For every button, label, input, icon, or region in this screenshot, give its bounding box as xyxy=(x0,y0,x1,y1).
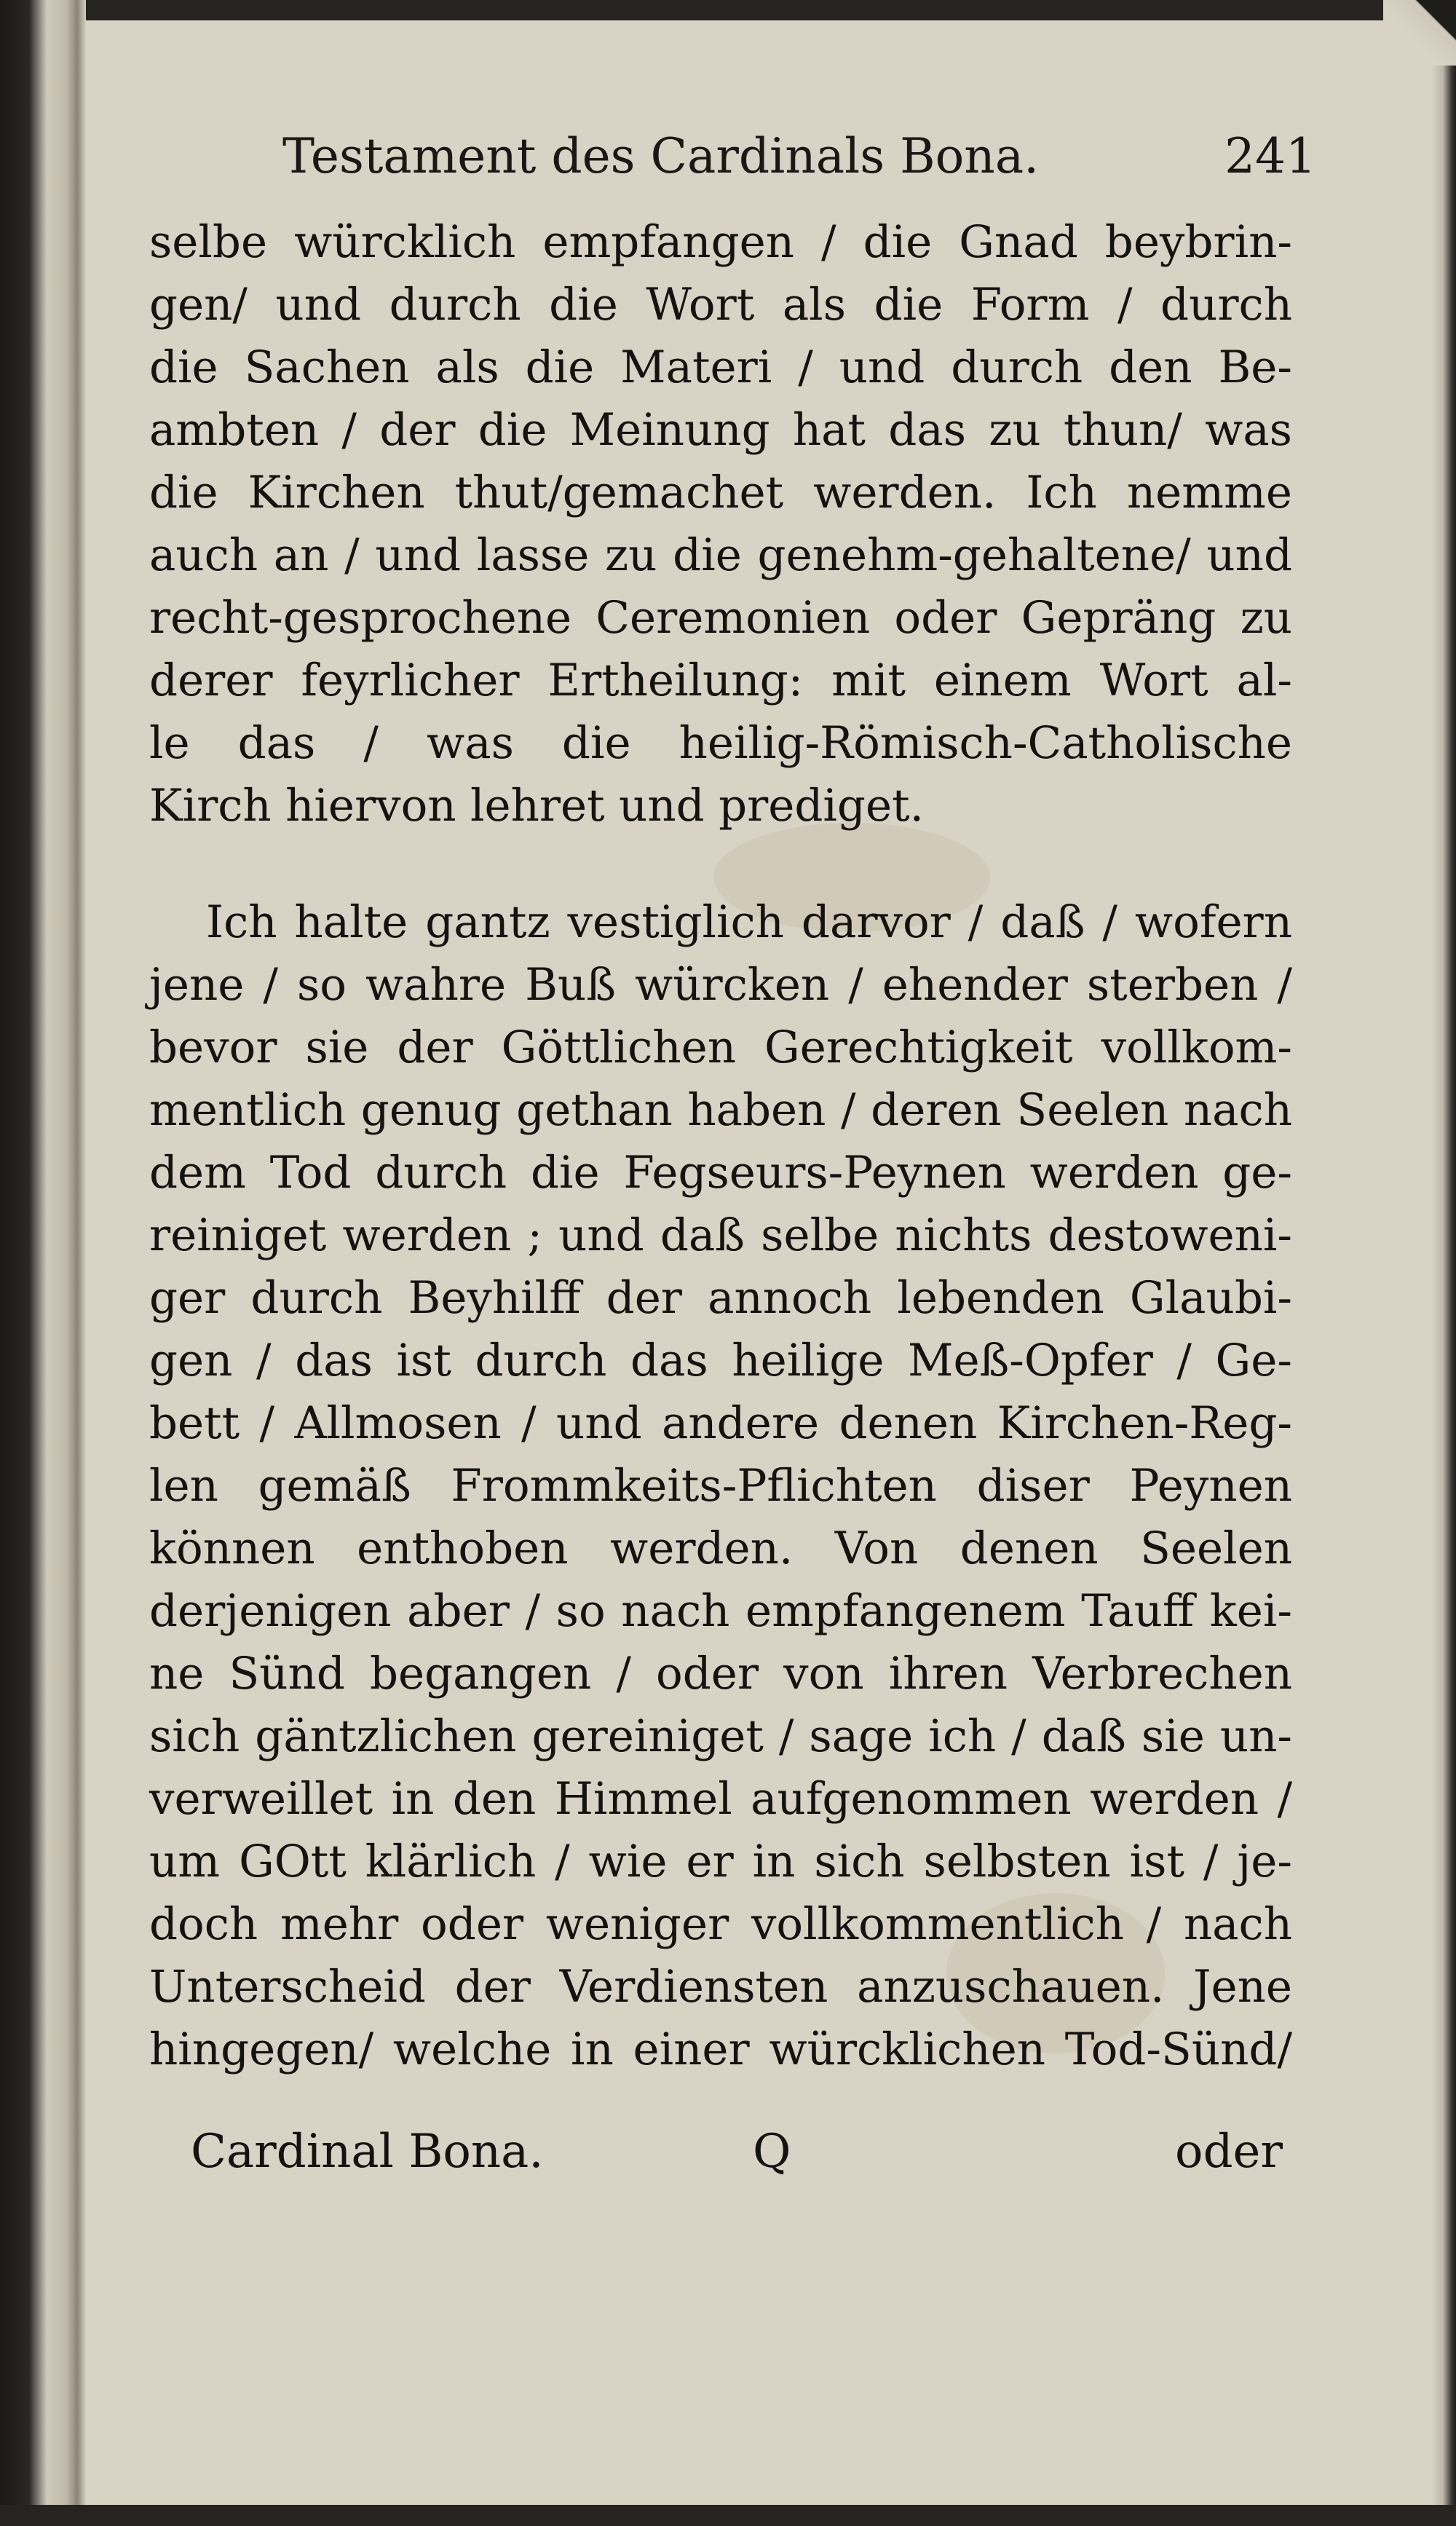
book-spine xyxy=(0,0,86,2526)
text-line: Kirch hiervon lehret und prediget. xyxy=(149,780,924,832)
text-line: Unterscheid der Verdiensten anzuschauen. Jene xyxy=(149,1961,1292,2013)
catchword: oder xyxy=(1175,2125,1283,2179)
text-line: sich gäntzlichen gereiniget / sage ich / daß sie un- xyxy=(149,1710,1292,1762)
text-line: selbe würcklich empfangen / die Gnad beybrin- xyxy=(149,216,1292,268)
page-bottom-edge xyxy=(0,2505,1456,2526)
text-line: len gemäß Frommkeits-Pflichten diser Peynen xyxy=(149,1460,1292,1512)
text-line: reiniget werden ; und daß selbe nichts destoweni- xyxy=(149,1209,1292,1261)
text-line: bevor sie der Göttlichen Gerechtigkeit vollkom- xyxy=(149,1022,1292,1073)
text-line: bett / Allmosen / und andere denen Kirchen-Reg- xyxy=(149,1397,1292,1449)
text-line: derer feyrlicher Ertheilung: mit einem Wort al- xyxy=(149,655,1292,706)
page-number: 241 xyxy=(1224,128,1316,184)
page-right-edge xyxy=(1433,0,1456,2526)
text-line: die Sachen als die Materi / und durch den Be- xyxy=(149,342,1292,393)
text-line: jene / so wahre Buß würcken / ehender sterben / xyxy=(149,959,1292,1011)
text-line: le das / was die heilig-Römisch-Catholische xyxy=(149,717,1292,769)
corner-fold xyxy=(1383,0,1456,66)
page-header xyxy=(282,128,1316,195)
paragraph-gap xyxy=(149,837,1292,891)
text-line: ne Sünd begangen / oder von ihren Verbrechen xyxy=(149,1648,1292,1700)
text-line: die Kirchen thut/gemachet werden. Ich nemme xyxy=(149,467,1292,518)
text-line: doch mehr oder weniger vollkommentlich / nach xyxy=(149,1898,1292,1950)
text-line: ambten / der die Meinung hat das zu thun/ was xyxy=(149,404,1292,456)
text-line: hingegen/ welche in einer würcklichen Tod-Sünd/ xyxy=(149,2024,1292,2075)
sheet-signature: Q xyxy=(753,2125,791,2179)
text-line: Ich halte gantz vestiglich darvor / daß / wofern xyxy=(206,896,1292,948)
text-line: können enthoben werden. Von denen Seelen xyxy=(149,1523,1292,1574)
page-top-edge xyxy=(0,0,1456,20)
text-line: auch an / und lasse zu die genehm-gehaltene/ und xyxy=(149,529,1292,581)
text-line: um GOtt klärlich / wie er in sich selbsten ist / je- xyxy=(149,1836,1292,1887)
text-line: gen / das ist durch das heilige Meß-Opfer / Ge- xyxy=(149,1335,1292,1386)
text-line: recht-gesprochene Ceremonien oder Gepräng zu xyxy=(149,592,1292,644)
text-line: verweillet in den Himmel aufgenommen werden / xyxy=(149,1773,1292,1825)
signature-mark: Cardinal Bona. xyxy=(191,2125,544,2179)
text-line: gen/ und durch die Wort als die Form / durch xyxy=(149,279,1292,331)
text-line: ger durch Beyhilff der annoch lebenden Glaubi- xyxy=(149,1272,1292,1324)
running-title: Testament des Cardinals Bona. xyxy=(282,128,1040,184)
text-line: derjenigen aber / so nach empfangenem Tauff kei- xyxy=(149,1585,1292,1637)
text-line: mentlich genug gethan haben / deren Seelen nach xyxy=(149,1084,1292,1136)
page-footer xyxy=(191,2125,1283,2190)
body-text xyxy=(149,211,1292,2081)
text-line: dem Tod durch die Fegseurs-Peynen werden ge- xyxy=(149,1147,1292,1199)
